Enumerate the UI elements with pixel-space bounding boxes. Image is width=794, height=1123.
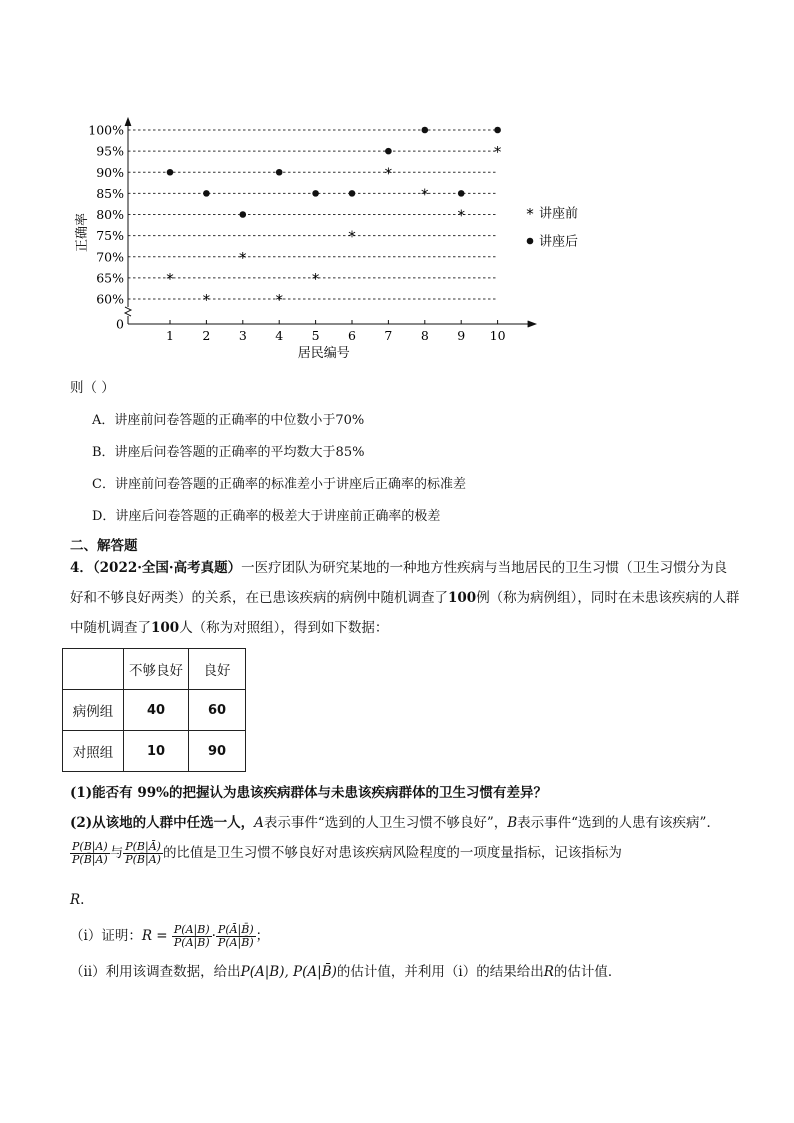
point-after [312, 190, 319, 197]
indicator-r: R [70, 892, 81, 908]
y-tick-label: 90% [96, 164, 124, 180]
point-after [167, 169, 174, 176]
option-c: C．讲座前问卷答题的正确率的标准差小于讲座后正确率的标准差 [92, 477, 466, 492]
question-number: 4． [70, 560, 93, 576]
y-tick-label: 60% [96, 291, 124, 307]
event-a: A [254, 815, 264, 831]
col-header-good: 良好 [189, 649, 246, 690]
point-before: * [239, 248, 247, 267]
point-after [494, 127, 501, 134]
y-tick-label: 85% [96, 185, 124, 201]
row-label: 病例组 [63, 690, 124, 731]
part2-text-a: (2)从该地的人群中任选一人， [70, 815, 255, 831]
sub1-end: ； [255, 928, 270, 944]
point-after [458, 190, 465, 197]
option-d: D．讲座后问卷答题的正确率的极差大于讲座前正确率的极差 [92, 509, 441, 524]
sub1-r: R = [141, 928, 168, 944]
point-before: * [166, 269, 174, 288]
x-tick-label: 2 [202, 328, 211, 343]
frac1-numerator: P(B|A) [72, 839, 108, 853]
fraction-1 [70, 841, 110, 866]
table-cell: 10 [124, 731, 189, 772]
part-2 [70, 808, 740, 868]
chart-legend [526, 205, 578, 250]
y-tick-label: 100% [88, 122, 124, 138]
table-row [63, 731, 246, 772]
sub2-text-b: 的估计值，并利用（ⅰ）的结果给出 [336, 964, 544, 980]
y-tick-label: 95% [96, 143, 124, 159]
part2-text-b: 表示事件“选到的人卫生习惯不够良好”， [263, 815, 508, 831]
sub1-f2-numerator: P(Ā|B̄) [217, 922, 254, 936]
part-1: (1)能否有 99%的把握认为患该疾病群体与未患该疾病群体的卫生习惯有差异？ [70, 785, 547, 801]
question3-prompt: 则（ ） [70, 380, 115, 396]
frac2-numerator: P(B|Ā) [125, 839, 161, 853]
chart-axes [125, 118, 536, 327]
x-tick-label: 6 [348, 328, 356, 343]
data-table [62, 648, 246, 772]
sub1-f1-numerator: P(A|B) [173, 922, 210, 936]
intro-text-a: 一医疗团队为研究某地的一种地方性疾病与当地居民的卫生习惯（卫生习惯分为良好和不够良好两类）的关系，在已患该疾病的病例中随机调查了 [70, 560, 728, 606]
point-after [349, 190, 356, 197]
y-tick-label: 0 [116, 316, 124, 332]
point-before: * [348, 227, 356, 246]
sub2-r: R [543, 964, 554, 980]
table-cell: 60 [189, 690, 246, 731]
sample-size-2: 100 [151, 620, 180, 636]
y-tick-label: 70% [96, 249, 124, 265]
legend-label-after: 讲座后 [539, 234, 579, 250]
x-tick-labels [166, 320, 506, 343]
sample-size-1: 100 [448, 590, 477, 606]
point-after [276, 169, 283, 176]
sub1-f1-denominator: P(Ā|B) [173, 936, 210, 949]
x-tick-label: 10 [489, 328, 506, 343]
part2-end: . [80, 892, 85, 908]
point-before: * [311, 269, 320, 288]
option-b: B．讲座后问卷答题的正确率的平均数大于85% [92, 445, 365, 460]
table-cell: 90 [189, 731, 246, 772]
part2-text-c: 表示事件“选到的人患有该疾病”． [517, 815, 720, 831]
part2-indicator [70, 892, 84, 908]
sub1-fraction-2 [216, 924, 256, 949]
point-before: * [457, 206, 465, 225]
legend-marker-star: * [526, 205, 534, 223]
x-tick-label: 3 [238, 328, 247, 343]
x-tick-label: 9 [457, 328, 466, 343]
y-axis-arrow [125, 118, 131, 126]
legend-marker-dot [527, 238, 534, 245]
y-tick-labels [88, 123, 124, 332]
fraction-2 [123, 841, 163, 866]
sub1-f2-denominator: P(A|B̄) [217, 936, 254, 949]
question-source: （2022·全国·高考真题） [92, 560, 242, 576]
table-row [63, 690, 246, 731]
sub-question-2 [70, 964, 621, 980]
scatter-chart [60, 110, 579, 361]
sub2-text-a: （ⅱ）利用该调查数据，给出 [70, 964, 241, 980]
sub2-expression: P(A|B), P(A|B̄) [240, 964, 337, 980]
section-title: 二、解答题 [70, 538, 138, 554]
intro-text-b: 例（称为病例组），同时在未患该疾病的人群中随机调查了 [70, 590, 740, 636]
point-after [385, 148, 392, 155]
x-axis-arrow [528, 321, 536, 327]
part2-with: 与 [109, 845, 124, 861]
point-before: * [384, 164, 393, 183]
option-a: A．讲座前问卷答题的正确率的中位数小于70% [92, 413, 365, 428]
table-cell: 40 [124, 690, 189, 731]
y-tick-label: 65% [96, 270, 124, 286]
point-after [422, 127, 429, 134]
point-before: * [493, 143, 502, 162]
sub1-fraction-1 [172, 924, 212, 949]
frac2-denominator: P(B̄|Ā) [125, 853, 161, 866]
point-after [240, 211, 247, 218]
legend-label-before: 讲座前 [539, 206, 579, 222]
point-before: * [202, 291, 211, 309]
y-tick-label: 75% [96, 228, 124, 244]
x-tick-label: 8 [420, 328, 429, 343]
chart-marks [166, 127, 502, 309]
x-tick-label: 7 [384, 328, 393, 343]
sub2-text-c: 的估计值． [553, 964, 622, 980]
table-header-row [63, 649, 246, 690]
sub-question-1 [70, 923, 269, 949]
x-tick-label: 5 [311, 328, 320, 343]
intro-text-c: 人（称为对照组），得到如下数据： [179, 620, 389, 636]
point-before: * [421, 185, 429, 204]
axis-break [125, 307, 131, 316]
question4-intro [70, 553, 740, 643]
y-tick-label: 80% [96, 207, 124, 222]
point-before: * [275, 291, 283, 309]
y-axis-label: 正确率 [75, 212, 90, 253]
x-axis-label: 居民编号 [297, 346, 350, 361]
x-tick-label: 4 [275, 328, 284, 343]
row-label: 对照组 [63, 731, 124, 772]
frac1-denominator: P(B̄|A) [72, 853, 108, 866]
col-header-poor: 不够良好 [124, 649, 189, 690]
part2-text-d: 的比值是卫生习惯不够良好对患该疾病风险程度的一项度量指标，记该指标为 [162, 845, 622, 861]
sub1-label: （ⅰ）证明： [70, 928, 142, 944]
event-b: B [507, 815, 518, 831]
point-after [203, 190, 210, 197]
table-corner [63, 649, 124, 690]
x-tick-label: 1 [166, 328, 174, 343]
sub1-dot: · [211, 928, 216, 944]
